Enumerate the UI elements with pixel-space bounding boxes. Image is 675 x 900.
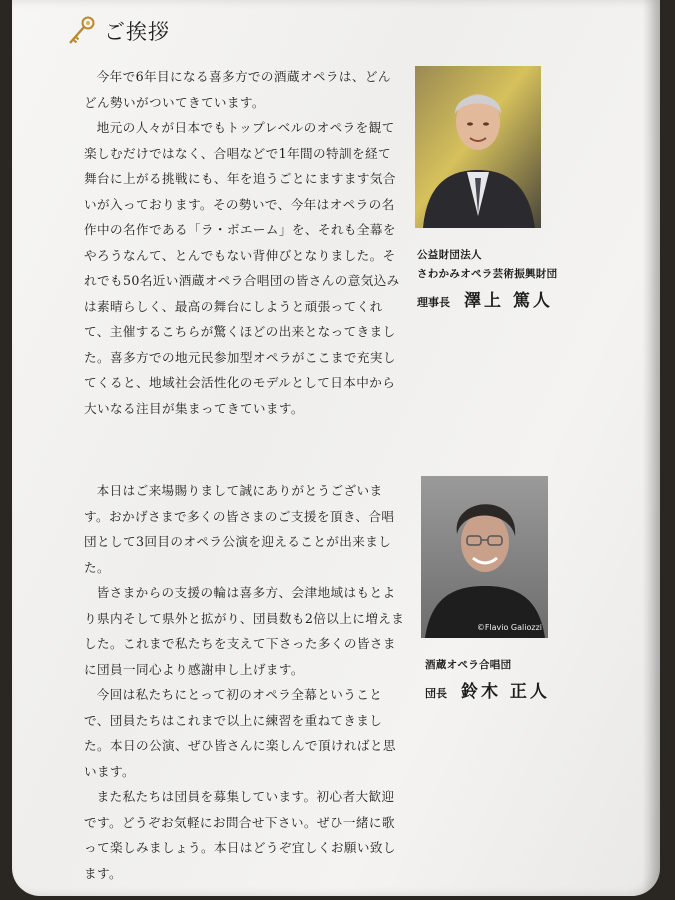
portrait-photo-chairman <box>415 66 541 228</box>
paragraph: 皆さまからの支援の輪は喜多方、会津地域はもとより県内そして県外と拡がり、団員数も2倍以上に増えました。これまで私たちを支えて下さった多くの皆さまに団員一同心より感謝申し上げます。 <box>84 585 405 677</box>
photo-credit: ©Flavio Galiozzi <box>476 623 542 632</box>
paragraph: 今回は私たちにとって初のオペラ全幕ということで、団員たちはこれまで以上に練習を重ねてきました。本日の公演、ぜひ皆さんに楽しんで頂ければと思います。 <box>84 687 396 779</box>
page-header <box>64 14 170 48</box>
name-line <box>417 286 557 311</box>
portrait-photo-choir-leader <box>421 476 548 638</box>
organization-name: 公益財団法人 <box>417 249 482 261</box>
page-title: ご挨拶 <box>104 20 170 44</box>
key-icon <box>64 14 98 48</box>
person-name: 澤上 篤人 <box>464 291 553 311</box>
paragraph: 今年で6年目になる喜多方での酒蔵オペラは、どんどん勢いがついてきています。 <box>84 69 391 110</box>
program-page <box>12 0 660 896</box>
paragraph: 地元の人々が日本でもトップレベルのオペラを観て楽しむだけではなく、合唱などで1年間の特訓を経て舞台に上がる挑戦にも、年を追うごとにますます気合いが入っております。その勢いで、今年はオペラの名作中の名作である「ラ・ボエーム」を、それも全幕をやろうなんて、とんでもない背伸びとなりました。それでも50名近い酒蔵オペラ合唱団の皆さんの意気込みは素晴らしく、最高の舞台にしようと頑張ってくれて、主催するこちらが驚くほどの出来となってきました。喜多方での地元民参加型オペラがここまで充実してくると、地域社会活性化のモデルとして日本中から大いなる注目が集まってきています。 <box>84 120 400 416</box>
role-title: 理事長 <box>417 296 450 309</box>
person-name: 鈴木 正人 <box>461 682 550 702</box>
greeting-text-1 <box>84 64 402 421</box>
role-title: 団長 <box>425 687 447 700</box>
paragraph: また私たちは団員を募集しています。初心者大歓迎です。どうぞお気軽にお問合せ下さい。ぜひ一緒に歌って楽しみましょう。本日はどうぞ宜しくお願い致します。 <box>84 789 396 881</box>
organization-name: さわかみオペラ芸術振興財団 <box>417 268 558 280</box>
paragraph: 本日はご来場賜りまして誠にありがとうございます。おかげさまで多くの皆さまのご支援を頂き、合唱団として3回目のオペラ公演を迎えることが出来ました。 <box>84 483 395 575</box>
choir-leader-caption <box>425 656 550 702</box>
chairman-caption <box>417 246 557 311</box>
organization-name: 酒蔵オペラ合唱団 <box>425 659 512 671</box>
greeting-text-2 <box>84 478 406 886</box>
name-line <box>425 677 550 702</box>
